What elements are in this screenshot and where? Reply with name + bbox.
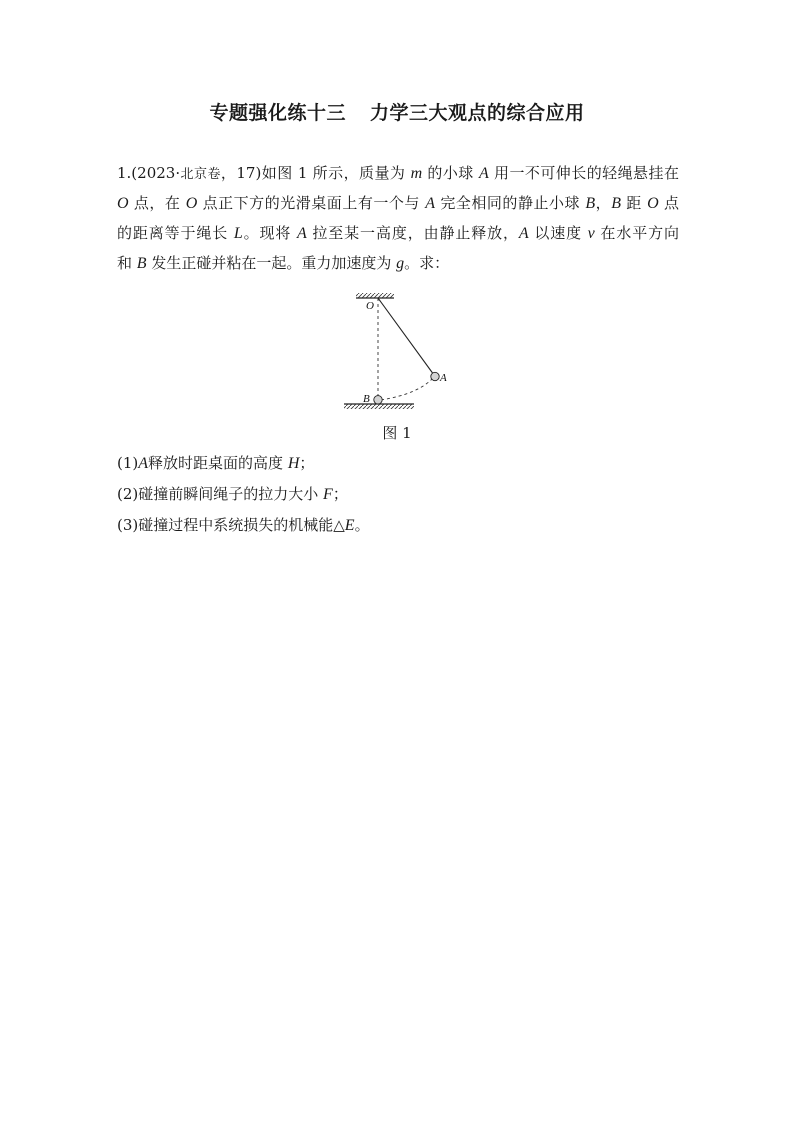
var-v: v <box>587 225 595 242</box>
var-O: O <box>185 195 198 212</box>
title-left: 专题强化练十三 <box>209 102 346 124</box>
problem-1 <box>117 158 679 278</box>
question-end: 。 <box>354 516 370 534</box>
swing-arc-dashed <box>381 378 433 400</box>
ball-b <box>374 396 382 404</box>
text: ， <box>595 194 612 212</box>
text: 的小球 <box>422 164 479 182</box>
figure-caption: 图 1 <box>382 424 412 442</box>
question-number: (2) <box>117 485 139 503</box>
var-g: g <box>396 255 405 272</box>
pendulum-figure <box>338 290 448 415</box>
text: 拉至某一高度，由静止释放， <box>306 224 519 242</box>
text: 在水平方向 <box>594 224 679 242</box>
ball-a <box>431 372 439 380</box>
var-A: A <box>478 165 489 182</box>
text: 点，在 <box>128 194 186 212</box>
problem-line-2 <box>117 188 679 218</box>
title-right: 力学三大观点的综合应用 <box>370 102 585 124</box>
var-B: B <box>611 195 621 212</box>
question-number: (1) <box>117 454 139 472</box>
text: 。现将 <box>242 224 297 242</box>
string <box>378 298 434 375</box>
text: 的距离等于绳长 <box>117 224 234 242</box>
label-a: A <box>440 372 447 384</box>
text: 用一不可伸长的轻绳悬挂在 <box>488 164 679 182</box>
var-F: F <box>323 486 333 503</box>
var-A: A <box>425 195 436 212</box>
question-number: (3) <box>117 516 139 534</box>
problem-line-3 <box>117 218 679 248</box>
label-b: B <box>363 393 370 405</box>
question-end: ； <box>299 454 315 472</box>
text: 点正下方的光滑桌面上有一个与 <box>197 194 426 212</box>
var-O: O <box>647 195 659 212</box>
question-text: 碰撞过程中系统损失的机械能△ <box>138 516 345 534</box>
var-A: A <box>138 455 149 472</box>
var-m: m <box>410 165 423 182</box>
question-text: 释放时距桌面的高度 <box>148 454 288 472</box>
text: 。求： <box>404 254 450 272</box>
text: 发生正碰并粘在一起。重力加速度为 <box>146 254 397 272</box>
var-O: O <box>117 195 129 212</box>
text: 以速度 <box>528 224 588 242</box>
problem-line-4 <box>117 248 679 278</box>
question-2 <box>117 483 348 504</box>
question-end: ； <box>332 485 348 503</box>
var-B: B <box>585 195 596 212</box>
var-E: E <box>344 517 355 534</box>
text: 完全相同的静止小球 <box>435 194 586 212</box>
page-title <box>0 98 794 125</box>
var-L: L <box>233 225 243 242</box>
var-A: A <box>296 225 307 242</box>
text: 点 <box>658 194 679 212</box>
text: 如图 1 所示，质量为 <box>261 164 411 182</box>
table-surface <box>344 404 414 409</box>
problem-number: 1.(2023· <box>117 164 181 182</box>
problem-source-tail: ，17) <box>220 164 262 182</box>
var-B: B <box>136 255 147 272</box>
var-A: A <box>518 225 529 242</box>
problem-source: 北京卷 <box>180 167 221 182</box>
question-text: 碰撞前瞬间绳子的拉力大小 <box>138 485 324 503</box>
question-3 <box>117 514 370 535</box>
text: 和 <box>117 254 137 272</box>
label-o: O <box>366 300 374 312</box>
var-H: H <box>287 455 300 472</box>
question-1 <box>117 452 314 473</box>
text: 距 <box>620 194 648 212</box>
problem-line-1 <box>117 158 679 188</box>
ceiling-support <box>356 293 394 298</box>
